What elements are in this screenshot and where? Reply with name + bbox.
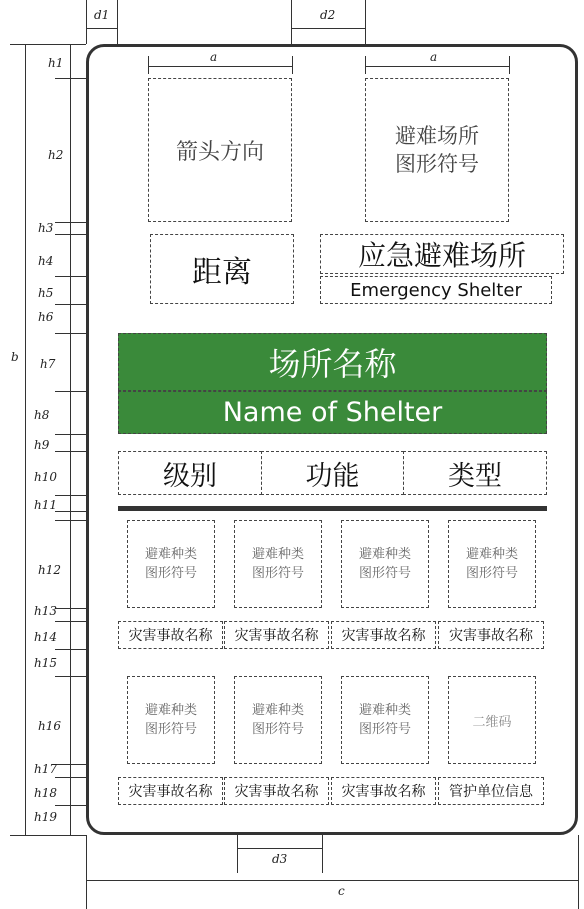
grid-r1-caption-4-text: 灾害事故名称 xyxy=(449,628,533,644)
grid-r1-caption-2-text: 灾害事故名称 xyxy=(234,628,319,644)
dim-c-line xyxy=(86,880,578,881)
grid-r1-caption-1 xyxy=(118,621,223,649)
attribute-type-box xyxy=(403,451,547,495)
grid-r1-symbol-2 xyxy=(234,520,322,608)
dim-h-tick xyxy=(55,78,86,79)
dim-h9-label: h9 xyxy=(34,438,50,452)
attribute-type: 类型 xyxy=(448,460,502,492)
dim-d3-label: d3 xyxy=(272,852,288,866)
attribute-function: 功能 xyxy=(305,460,360,492)
dim-h8-label: h8 xyxy=(34,408,50,422)
grid-r2-symbol-1-line2: 图形符号 xyxy=(144,722,197,737)
grid-r1-symbol-3-line2: 图形符号 xyxy=(358,566,411,581)
dim-h3-label: h3 xyxy=(38,221,54,235)
grid-r2-symbol-2 xyxy=(234,676,322,764)
dim-b-label: b xyxy=(11,350,19,364)
dim-h-tick xyxy=(55,764,86,765)
dim-d1-tick-2 xyxy=(117,0,118,44)
grid-r1-symbol-1-line1: 避难种类 xyxy=(144,547,197,562)
dim-h-tick xyxy=(55,234,86,235)
grid-r2-caption-2-text: 灾害事故名称 xyxy=(234,784,319,800)
dim-b-tick-bottom xyxy=(10,835,86,836)
shelter-name-en-box xyxy=(118,391,547,434)
grid-r1-caption-3 xyxy=(331,621,436,649)
shelter-name-cn-box xyxy=(118,333,547,391)
dim-h-ruler xyxy=(70,44,71,835)
dim-d2-tick-2 xyxy=(365,0,366,44)
dim-d3-line xyxy=(237,848,322,849)
title-cn: 应急避难场所 xyxy=(357,239,526,272)
title-en-box xyxy=(320,276,552,304)
grid-r2-symbol-2-line1: 避难种类 xyxy=(251,703,304,718)
dim-b-line xyxy=(25,44,26,835)
dim-h13-label: h13 xyxy=(34,604,57,618)
dim-d2-tick-1 xyxy=(291,0,292,44)
dim-h-tick xyxy=(55,649,86,650)
dim-h-tick xyxy=(55,451,86,452)
dim-h10-label: h10 xyxy=(34,470,57,484)
dim-h5-label: h5 xyxy=(38,286,54,300)
dim-a-tick-right-1 xyxy=(365,56,366,74)
divider-bar xyxy=(118,506,547,511)
dim-h-tick xyxy=(55,805,86,806)
grid-r2-symbol-2-line2: 图形符号 xyxy=(251,722,304,737)
dim-h6-label: h6 xyxy=(38,310,54,324)
dim-d3-tick-1 xyxy=(237,835,238,873)
shelter-symbol-line1: 避难场所 xyxy=(395,124,479,148)
dim-h17-label: h17 xyxy=(34,762,57,776)
dim-h-tick xyxy=(55,304,86,305)
dim-h2-label: h2 xyxy=(48,148,64,162)
grid-r1-symbol-3 xyxy=(341,520,429,608)
grid-r2-symbol-3 xyxy=(341,676,429,764)
grid-r2-caption-3-text: 灾害事故名称 xyxy=(341,784,426,800)
shelter-name-en: Name of Shelter xyxy=(222,397,443,428)
grid-r2-caption-2 xyxy=(224,777,329,805)
distance-label: 距离 xyxy=(192,255,252,290)
title-en: Emergency Shelter xyxy=(350,279,522,301)
dim-h4-label: h4 xyxy=(38,254,54,268)
dim-h7-label: h7 xyxy=(40,357,56,371)
dim-h16-label: h16 xyxy=(38,719,61,733)
dim-h-tick xyxy=(55,495,86,496)
grid-r2-symbol-1 xyxy=(127,676,215,764)
dim-h-tick xyxy=(55,621,86,622)
arrow-direction-label: 箭头方向 xyxy=(175,139,264,165)
dim-h-tick xyxy=(55,676,86,677)
grid-r2-caption-1 xyxy=(118,777,223,805)
dim-h11-label: h11 xyxy=(34,498,57,512)
dim-a-line-left xyxy=(148,66,292,67)
grid-r2-caption-4-text: 管护单位信息 xyxy=(449,784,533,800)
grid-r2-caption-4 xyxy=(438,777,544,805)
grid-r2-symbol-1-line1: 避难种类 xyxy=(144,703,197,718)
title-cn-box xyxy=(320,234,564,274)
attribute-level-box xyxy=(118,451,262,495)
dim-h19-label: h19 xyxy=(34,810,57,824)
dim-d3-tick-2 xyxy=(322,835,323,873)
dim-c-label: c xyxy=(338,884,345,898)
dim-d1-label: d1 xyxy=(94,8,110,22)
dim-d2-line xyxy=(291,28,365,29)
dim-d2-label: d2 xyxy=(320,8,336,22)
dim-h-tick xyxy=(55,222,86,223)
dim-h18-label: h18 xyxy=(34,786,57,800)
dim-h15-label: h15 xyxy=(34,656,57,670)
dim-d1-tick-1 xyxy=(86,0,87,44)
dim-a-tick-right-2 xyxy=(509,56,510,74)
dim-h-tick xyxy=(55,511,86,512)
dim-a-tick-left-2 xyxy=(292,56,293,74)
grid-r1-symbol-4 xyxy=(448,520,536,608)
dim-b-tick-top xyxy=(10,44,86,45)
grid-r2-symbol-3-line2: 图形符号 xyxy=(358,722,411,737)
dim-h12-label: h12 xyxy=(38,563,61,577)
grid-r2-caption-1-text: 灾害事故名称 xyxy=(128,784,213,800)
grid-r1-symbol-4-line1: 避难种类 xyxy=(465,547,518,562)
dim-h-tick xyxy=(55,276,86,277)
grid-r2-qrcode xyxy=(448,676,536,764)
dim-c-tick-1 xyxy=(86,835,87,909)
distance-box xyxy=(150,234,294,304)
grid-r1-caption-3-text: 灾害事故名称 xyxy=(341,628,426,644)
shelter-symbol-line2: 图形符号 xyxy=(395,152,479,176)
dim-d1-line xyxy=(86,28,117,29)
attribute-function-box xyxy=(261,451,404,495)
grid-r1-caption-1-text: 灾害事故名称 xyxy=(128,628,213,644)
shelter-symbol-box xyxy=(365,78,509,222)
grid-r1-symbol-1 xyxy=(127,520,215,608)
grid-r1-symbol-3-line1: 避难种类 xyxy=(358,547,411,562)
dim-a-label-right: a xyxy=(430,50,438,64)
shelter-name-cn: 场所名称 xyxy=(268,345,397,383)
dim-h-tick xyxy=(55,333,86,334)
dim-h-tick xyxy=(55,434,86,435)
grid-r1-symbol-2-line2: 图形符号 xyxy=(251,566,304,581)
dim-a-label-left: a xyxy=(210,50,218,64)
grid-r1-symbol-2-line1: 避难种类 xyxy=(251,547,304,562)
dim-h14-label: h14 xyxy=(34,630,57,644)
dim-a-line-right xyxy=(365,66,509,67)
dim-h-tick xyxy=(55,520,86,521)
grid-r2-caption-3 xyxy=(331,777,436,805)
dim-h1-label: h1 xyxy=(48,56,64,70)
dim-h-tick xyxy=(55,608,86,609)
grid-r2-symbol-3-line1: 避难种类 xyxy=(358,703,411,718)
arrow-direction-box xyxy=(148,78,292,222)
grid-r2-qrcode-label: 二维码 xyxy=(472,714,512,730)
dim-c-tick-2 xyxy=(578,835,579,909)
dim-h-tick xyxy=(55,777,86,778)
grid-r1-symbol-4-line2: 图形符号 xyxy=(465,566,518,581)
grid-r1-caption-4 xyxy=(438,621,544,649)
grid-r1-caption-2 xyxy=(224,621,329,649)
dim-a-tick-left-1 xyxy=(148,56,149,74)
attribute-level: 级别 xyxy=(163,460,217,492)
dim-h-tick xyxy=(55,391,86,392)
grid-r1-symbol-1-line2: 图形符号 xyxy=(144,566,197,581)
